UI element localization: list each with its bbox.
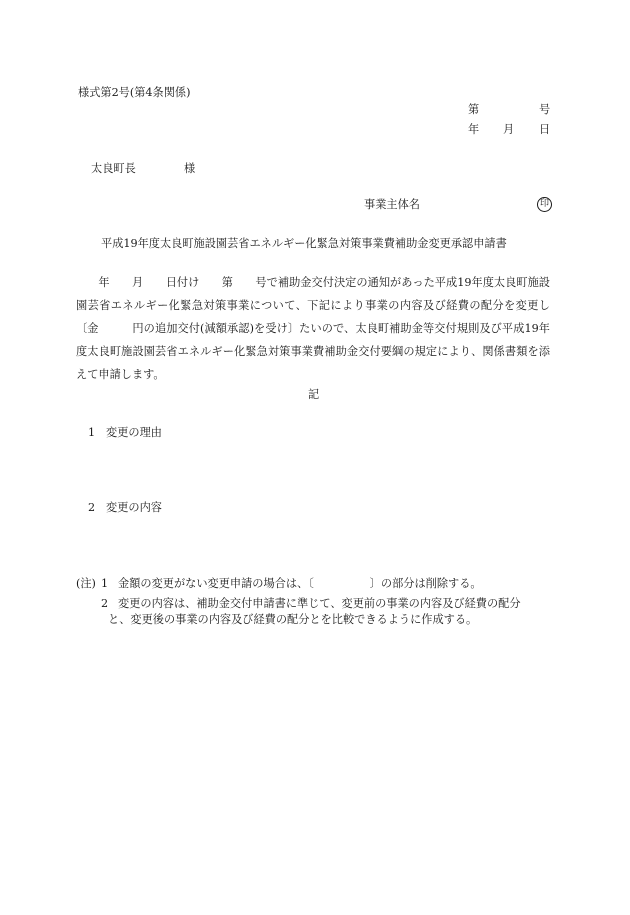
addressee-name: 太良町長 — [91, 162, 136, 175]
item-2-number: 2 — [88, 501, 96, 514]
item-2-label: 変更の内容 — [106, 501, 162, 514]
body-paragraph: 年 月 日付け 第 号で補助金交付決定の通知があった平成19年度太良町施設園芸省エネルギー化緊急対策事業について、下記により事業の内容及び経費の配分を変更し〔金 円の追加交付(減額承認)を受け〕たいので、太良町補助金等交付規則及び平成19年度太良町施設園芸省エネルギー化緊急対策事業費補助金交付要綱の規定により、関係書類を添えて申請します。 — [76, 276, 550, 381]
number-suffix: 号 — [539, 103, 551, 116]
form-label: 様式第2号(第4条関係) — [78, 86, 191, 99]
item-1-number: 1 — [88, 426, 96, 439]
seal-mark: 印 — [537, 197, 552, 212]
date-day: 日 — [539, 123, 551, 136]
applicant-label: 事業主体名 — [364, 198, 420, 211]
date-year: 年 — [468, 123, 480, 136]
note-2-number: 2 — [101, 597, 109, 610]
ki-heading: 記 — [308, 388, 320, 401]
date-month: 月 — [503, 123, 515, 136]
note-2-line-2: と、変更後の事業の内容及び経費の配分とを比較できるように作成する。 — [108, 613, 478, 626]
note-2-line-1: 変更の内容は、補助金交付申請書に準じて、変更前の事業の内容及び経費の配分 — [118, 597, 521, 610]
note-1-text: 金額の変更がない変更申請の場合は、〔 〕の部分は削除する。 — [118, 577, 482, 590]
notes-prefix: (注) — [76, 577, 96, 590]
number-prefix: 第 — [468, 103, 480, 116]
document-title: 平成19年度太良町施設園芸省エネルギー化緊急対策事業費補助金変更承認申請書 — [101, 237, 507, 250]
addressee-honorific: 様 — [184, 162, 196, 175]
item-1-label: 変更の理由 — [106, 426, 162, 439]
note-1-number: 1 — [101, 577, 109, 590]
